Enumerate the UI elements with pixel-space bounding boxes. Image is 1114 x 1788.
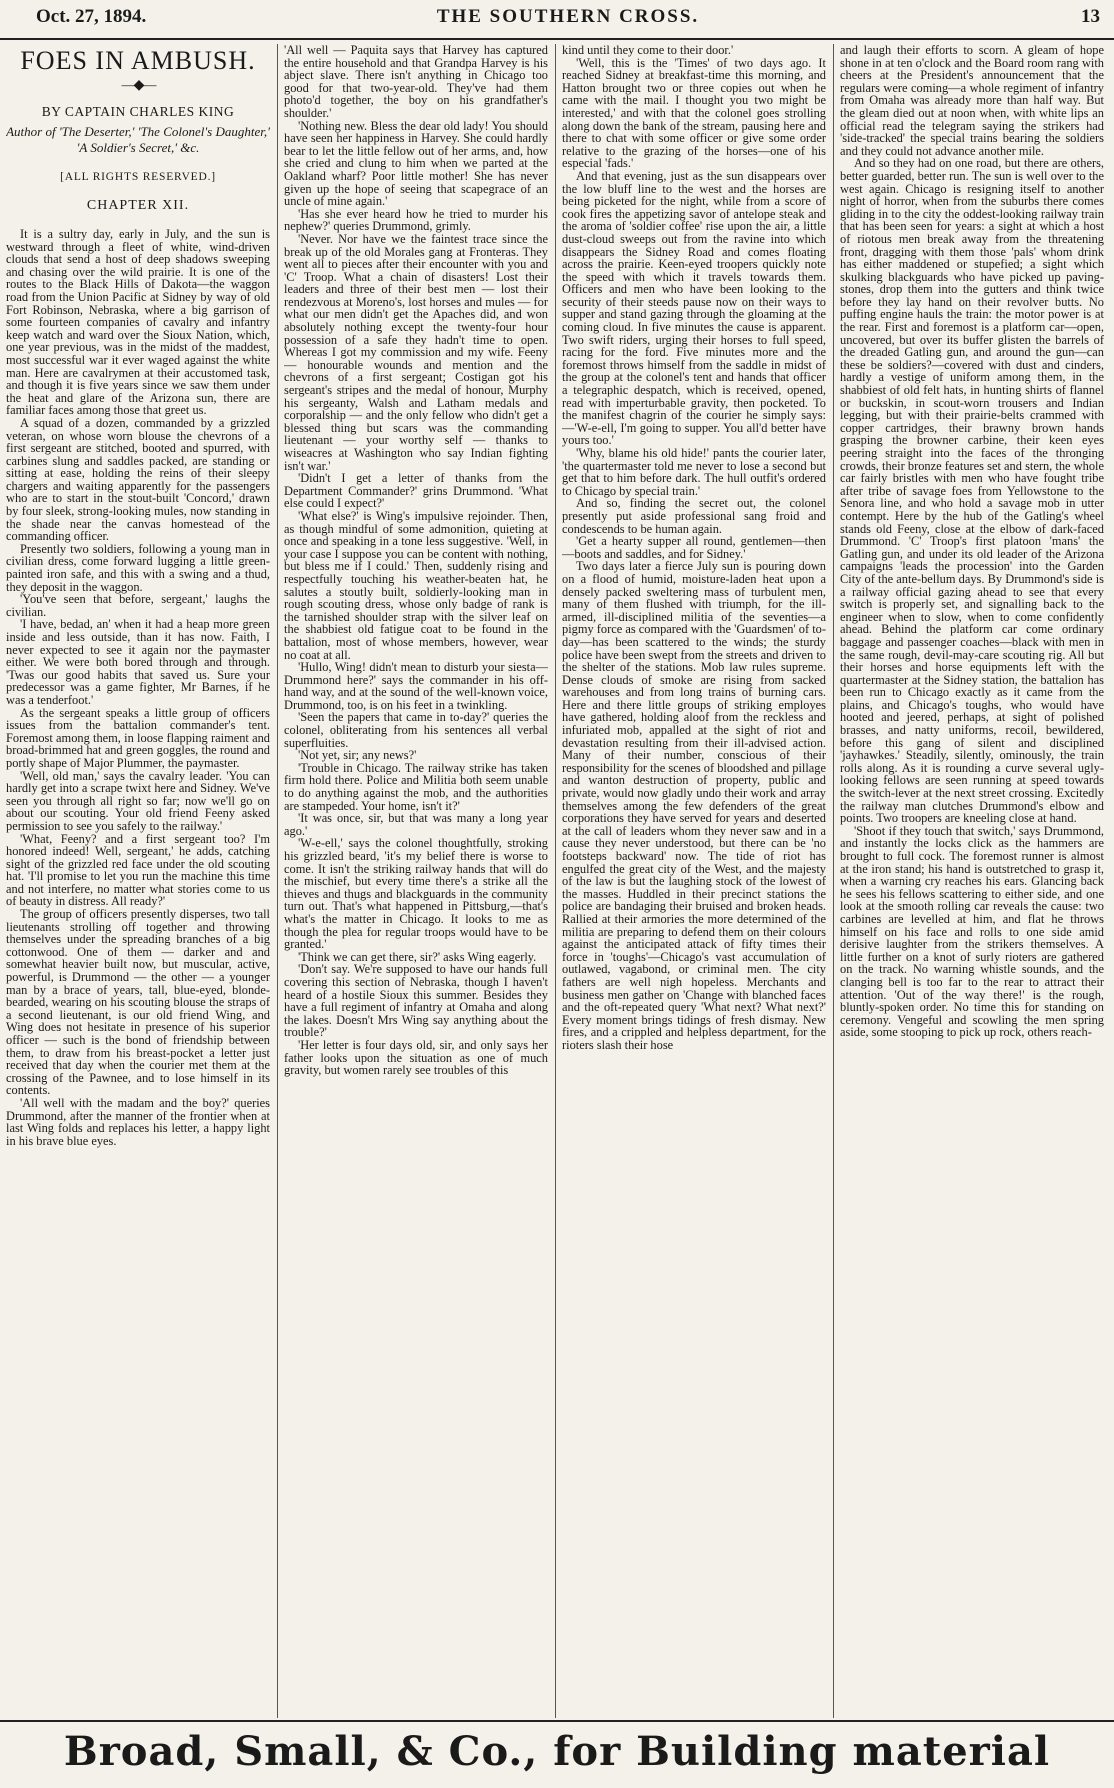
article-paragraph: 'Well, old man,' says the cavalry leader. 'You can hardly get into a scrape twixt here and Sidney. We've seen you through all right so far; now we'll go on about our scouting. Your old friend Feeny asked permission to see you safely to the railway.'	[6, 768, 270, 833]
article-paragraph: 'All well — Paquita says that Harvey has captured the entire household and that Grandpa Harvey is his abject slave. There isn't anything in Chicago too good for that two-year-old. They've had them photo'd together, the boy on his grandfather's shoulder.'	[284, 44, 548, 120]
article-paragraph: 'Seen the papers that came in to-day?' queries the colonel, obliterating from his sentences all verbal superfluities.	[284, 710, 548, 750]
article-paragraph: 'Get a hearty supper all round, gentlemen—then—boots and saddles, and for Sidney.'	[562, 534, 826, 561]
article-paragraph: And so, finding the secret out, the colonel presently put aside professional sang froid and condescends to be human again.	[562, 496, 826, 536]
article-paragraph: 'Trouble in Chicago. The railway strike has taken firm hold there. Police and Militia both seem unable to do anything against the mob, and the authorities are stampeded. Your home, isn't it?'	[284, 760, 548, 813]
article-paragraph: As the sergeant speaks a little group of officers issues from the battalion commander's tent. Foremost among them, in loose flapping raiment and broad-brimmed hat and green goggles, the round and portly shape of Major Plummer, the paymaster.	[6, 705, 270, 770]
article-paragraph: 'W-e-ell,' says the colonel thoughtfully, stroking his grizzled beard, 'it's my belief there is worse to come. It isn't the striking railway hands that will do the mischief, but every time there's a strike all the thieves and thugs and blackguards in the community turn out. That's what happened in Pittsburg,—that's what's the matter in Chicago. It looks to me as though the plea for regular troops would have to be granted.'	[284, 836, 548, 952]
article-paragraph: 'Nothing new. Bless the dear old lady! You should have seen her happiness in Harvey. She could hardly bear to let the little fellow out of her arms, and, how she cried and clung to him when we parted at the Oakland wharf? Poor little mother! She has never given up the hope of seeing that scapegrace of an uncle of mine again.'	[284, 118, 548, 209]
article-columns	[6, 44, 1108, 1718]
article-paragraph: 'Her letter is four days old, sir, and only says her father looks upon the situation as one of much gravity, but women rarely see troubles of this	[284, 1037, 548, 1078]
masthead	[36, 6, 1100, 36]
article-paragraph: 'It was once, sir, but that was many a long year ago.'	[284, 811, 548, 838]
column-1-body	[6, 228, 270, 1147]
article-paragraph: 'Why, blame his old hide!' pants the courier later, 'the quartermaster told me never to lose a second but get that to him before dark. The hull outfit's ordered to Chicago by special train.'	[562, 446, 826, 498]
newspaper-title: THE SOUTHERN CROSS.	[436, 6, 700, 27]
article-paragraph: 'Don't say. We're supposed to have our hands full covering this section of Nebraska, though I haven't heard of a hostile Sioux this summer. Besides they have a full regiment of infantry at Omaha and along the lakes. Doesn't Mrs Wing say anything about the trouble?'	[284, 962, 548, 1040]
article-paragraph: 'Not yet, sir; any news?'	[298, 748, 417, 763]
article-paragraph: 'I have, bedad, an' when it had a heap more green inside and less outside, than it has now. Faith, I never expected to see it again nor the paymaster either. We were both bored through and through. 'Twas our good habits that saved us. Sure your predecessor was a game fighter, Mr Barnes, if he was a tenderfoot.'	[6, 617, 270, 707]
article-paragraph: 'Shoot if they touch that switch,' says Drummond, and instantly the locks click as the hammers are brought to full cock. The foremost runner is almost at the iron stand; his hand is outstretched to grasp it, when a warning cry reaches his ears. Glancing back he sees his fellows scattering to either side, and one look at the smooth rolling car reveals the cause: two carbines are levelled at him, and flat he throws himself on his face and rolls to one side amid derisive laughter from the strikers themselves. A little further on a knot of surly rioters are gathered on the track. No warning whistle sounds, and the clanging bell is too far to the rear to attract their attention. 'Out of the way there!' is the rough, bluntly-spoken order. No time this for standing on ceremony. Vengeful and scowling the men spring aside, some stooping to pick up rock, others reach-	[840, 823, 1104, 1040]
column-3-body	[562, 44, 826, 1052]
column-1	[6, 44, 270, 1718]
column-2	[284, 44, 548, 1718]
article-paragraph: 'Hullo, Wing! didn't mean to disturb your siesta—Drummond here?' says the commander in his off-hand way, and at the sound of the well-known voice, Drummond, too, is on his feet in a twinkling.	[284, 660, 548, 712]
footer-advertisement: Broad, Small, & Co., for Building material	[63, 1728, 1051, 1775]
chapter-heading: CHAPTER XII.	[86, 198, 190, 213]
author-credits: Author of 'The Deserter,' 'The Colonel's Daughter,' 'A Soldier's Secret,' &c.	[6, 124, 270, 155]
article-paragraph: 'Think we can get there, sir?' asks Wing eagerly.	[298, 949, 537, 964]
issue-date: Oct. 27, 1894.	[36, 6, 147, 27]
article-paragraph: Presently two soldiers, following a young man in civilian dress, come forward lugging a little green-painted iron safe, and this with a swing and a thud, they deposit in the waggon.	[6, 541, 270, 594]
column-divider	[833, 44, 834, 1718]
article-paragraph: 'Has she ever heard how he tried to murder his nephew?' queries Drummond, grimly.	[284, 206, 548, 234]
article-paragraph: And that evening, just as the sun disappears over the low bluff line to the west and the horses are being picketed for the night, while from a score of cook fires the appetizing savor of antelope steak and the aroma of 'soldier coffee' rise upon the air, a little dust-cloud sweeps out from the ravine into which disappears the Sidney Road and comes floating across the prairie. Keen-eyed troopers quickly note the speed with which it travels towards them. Officers and men who have been looking to the security of their steeds pause now on their ways to supper and stand gazing through the gloaming at the coming cloud. In five minutes the cause is apparent. Two swift riders, urging their horses to full speed, racing for the ford. Five minutes more and the foremost throws himself from the saddle in midst of the group at the colonel's tent and hands that officer a telegraphic despatch, which is received, opened, read with imperturbable gravity, then pocketed. To the manifest chagrin of the courier he simply says:—'W-e-ell, I'm going to supper. You all'd better have yours too.'	[562, 168, 826, 448]
title-ornament: —◆—	[121, 78, 155, 93]
rights-notice: [ALL RIGHTS RESERVED.]	[60, 171, 216, 183]
article-paragraph: It is a sultry day, early in July, and the sun is westward through a fleet of white, wind-driven clouds that send a host of deep shadows sweeping and chasing over the wild prairie. It is one of the routes to the Black Hills of Dakota—the waggon road from the Union Pacific at Sidney by way of old Fort Robinson, Nebraska, where a big garrison of some fourteen companies of cavalry and infantry keep watch and ward over the Sioux Nation, which, one year previous, was in the midst of the maddest, most successful war it ever waged against the white man. Here are cavalrymen at their accustomed task, and though it is five years since we saw them under the heat and glare of the Arizona sun, there are familiar faces among those that greet us.	[6, 227, 270, 418]
story-title: FOES IN AMBUSH.	[20, 46, 256, 75]
article-paragraph: And so they had on one road, but there are others, better guarded, better run. The sun is well over to the west again. Chicago is resigning itself to another night of horror, when from the suburbs there comes gliding in to the city the oddest-looking railway train that has been seen for years: a sight at which a host of riotous men break away from the threatening front, dragging with them those 'pals' whom drink has either maddened or stupefied; a sight which skulking blackguards who have picked up paving-stones, drop them into the gutters and think twice before they lay hand on their revolver butts. No puffing engine hauls the train: the motor power is at the rear. First and foremost is a platform car—open, uncovered, but over its buffer glisten the barrels of the dreaded Gatling gun, and around the gun—can these be soldiers?—covered with dust and cinders, hardly a vestige of uniform among them, in the shabbiest of old felt hats, in hunting shirts of flannel or buckskin, in scout-worn trousers and Indian legging, but with their prairie-belts crammed with copper cartridges, their brawny brown hands grasping the browner carbine, their keen eyes peering straight into the faces of the thronging crowds, their bronze features set and stern, the whole car fairly bristles with men who have fought tribe after tribe of savage foes from Yellowstone to the Senora line, and who hold a savage mob in utter contempt. Here by the hub of the Gatling's wheel stands old Feeny, close at the elbow of dark-faced Drummond. 'C' Troop's first platoon 'mans' the Gatling gun, and under its old leader of the Arizona campaigns 'leads the procession' into the Garden City of the ante-bellum days. By Drummond's side is a railway official gazing ahead to see that every switch is properly set, and signalling back to the engineer when to slow, when to come confidently ahead. Behind the platform car come ordinary baggage and passenger coaches—black with men in the same rough, devil-may-care scouting rig. All but their horses and horse equipments left with the quartermaster at the Sidney station, the battalion has been run to Chicago exactly as it came from the plains, and Chicago's toughs, who would have hooted and jeered, perhaps, at sight of polished brasses, and natty uniforms, recoil, bewildered, before this gang of silent and disciplined 'jayhawkes.' Steadily, silently, ominously, the train rolls along. As it is rounding a curve several ugly-looking fellows are seen running at speed towards the switch-lever at the next street crossing. Excitedly the railway man clutches Drummond's elbow and points. Two troopers are kneeling close at hand.	[840, 156, 1104, 826]
page-number: 13	[1081, 6, 1100, 27]
column-4	[840, 44, 1104, 1718]
article-paragraph: Two days later a fierce July sun is pouring down on a flood of humid, moisture-laden heat upon a densely packed sweltering mass of turbulent men, many of them flushed with triumph, for the ill-armed, ill-disciplined militia of the seventies—a pigmy force as compared with the 'Guardsmen' of to-day—has been scattered to the winds; the sturdy police have been swept from the streets and driven to the shelter of the stations. Mob law rules supreme. Dense clouds of smoke are rising from sacked warehouses and from long trains of burning cars. Here and there little groups of striking employes have gathered, holding aloof from the reckless and infuriated mob, appalled at the sight of riot and devastation resulting from their ill-advised action. Many of their number, conscious of their responsibility for the scenes of bloodshed and pillage and wanton destruction of property, public and private, would now gladly undo their work and array themselves among the few defenders of the great corporations they have served for years and deserted at the call of leaders whom they never saw and in a cause they never understood, but there can be 'no footsteps backward' now. The tide of riot has engulfed the great city of the West, and the majesty of the law is but the laughing stock of the lowest of the masses. Huddled in their precinct stations the police are bandaging their bruised and broken heads. Rallied at their armories the more determined of the militia are preparing to defend them on their colours against the anticipated attack of fifty times their force in 'toughs'—Chicago's vast accumulation of outlawed, vagabond, or criminal men. The city fathers are well nigh hopeless. Merchants and business men gather on 'Change with blanched faces and the oft-repeated query 'What next? What next?' Every moment brings tidings of fresh dismay. New fires, and a crippled and helpless department, for the rioters slash their hose	[562, 559, 826, 1052]
masthead-rule	[0, 38, 1114, 40]
article-paragraph: 'Never. Nor have we the faintest trace since the break up of the old Morales gang at Fronteras. They went all to pieces after their encounter with you and 'C' Troop. What a chain of disasters! Lost their leaders and three of their best men — lost their rendezvous at Moreno's, lost horses and mules — for what our men didn't get the Apaches did, and won absolutely nothing except the twenty-four hour possession of a safe they hadn't time to open. Whereas I got my commission and my wife. Feeny — honourable wounds and mention and the chevrons of a first sergeant; Costigan got his sergeant's stripes and the medal of honour, Murphy his sergeanty, Walsh and Latham medals and corporalship — and the only fellow who didn't get a blessed thing but scars was the commanding lieutenant — your worthy self — thanks to wiseacres at Washington who say Indian fighting isn't war.'	[284, 231, 548, 473]
column-divider	[277, 44, 278, 1718]
byline: BY CAPTAIN CHARLES KING	[41, 104, 235, 119]
article-paragraph: 'Well, this is the 'Times' of two days ago. It reached Sidney at breakfast-time this morning, and Hatton brought two or three copies out when he came with the mail. I thought you two might be interested,' and with that the colonel goes strolling along down the bank of the stream, pausing here and there to chat with some officer or give some order relative to the grazing of the horses—one of his especial 'fads.'	[562, 55, 826, 171]
article-paragraph: kind until they come to their door.'	[562, 44, 734, 57]
article-paragraph: 'You've seen that before, sergeant,' laughs the civilian.	[6, 592, 270, 619]
article-paragraph: The group of officers presently disperses, two tall lieutenants strolling off together and throwing themselves under the spreading branches of a big cottonwood. One of them — darker and and somewhat heavier built now, but muscular, active, powerful, is Drummond — the other — a younger man by a brace of years, tall, blue-eyed, blonde-bearded, wearing on his scouting blouse the straps of a second lieutenant, is our old friend Wing, and Wing does not hesitate in presence of his superior officer — such is the bond of friendship between them, to draw from his breast-pocket a letter just received that day when the courier met them at the crossing of the Pawnee, and to lose himself in its contents.	[6, 907, 270, 1098]
article-paragraph: 'Didn't I get a letter of thanks from the Department Commander?' grins Drummond. 'What else could I expect?'	[284, 471, 548, 511]
column-3	[562, 44, 826, 1718]
column-2-body	[284, 44, 548, 1077]
article-paragraph: 'What, Feeny? and a first sergeant too? I'm honored indeed! Well, sergeant,' he adds, catching sight of the grizzled red face under the old scouting hat. 'I'll promise to let you run the machine this time and not interfere, no matter what stories come to us of beauty in distress. All ready?'	[6, 831, 270, 909]
article-paragraph: and laugh their efforts to scorn. A gleam of hope shone in at ten o'clock and the Board room rang with cheers at the President's announcement that the regulars were coming—a whole regiment of infantry from Omaha was already more than half way. But the gleam died out at noon when, with white lips an official read the telegram saying the strikers had 'side-tracked' the special trains bearing the soldiers and they could not advance another mile.	[840, 44, 1104, 158]
column-divider	[555, 44, 556, 1718]
article-paragraph: 'What else?' is Wing's impulsive rejoinder. Then, as though mindful of some admonition, quieting at once and speaking in a tone less suggestive. 'Well, in your case I suppose you can be content with nothing, but bless me if I could.' Then, suddenly rising and respectfully touching his weather-beaten hat, he salutes a stoutly built, soldierly-looking man in rough scouting dress, whose only badge of rank is the tarnished shoulder strap with the silver leaf on the shabbiest old fatigue coat to be found in the battalion, most of whose members, however, wear no coat at all.	[284, 508, 548, 662]
article-paragraph: 'All well with the madam and the boy?' queries Drummond, after the manner of the frontier when at last Wing folds and replaces his letter, a happy light in his brave blue eyes.	[6, 1095, 270, 1148]
column-4-body	[840, 44, 1104, 1039]
article-paragraph: A squad of a dozen, commanded by a grizzled veteran, on whose worn blouse the chevrons of a first sergeant are stitched, booted and spurred, with carbines slung and saddles packed, are standing or sitting at ease, holding the reins of their sleepy chargers and waiting apparently for the passengers who are to start in the stout-built 'Concord,' drawn by four sleek, strong-looking mules, now standing in the shade near the canvas homestead of the commanding officer.	[6, 415, 270, 544]
